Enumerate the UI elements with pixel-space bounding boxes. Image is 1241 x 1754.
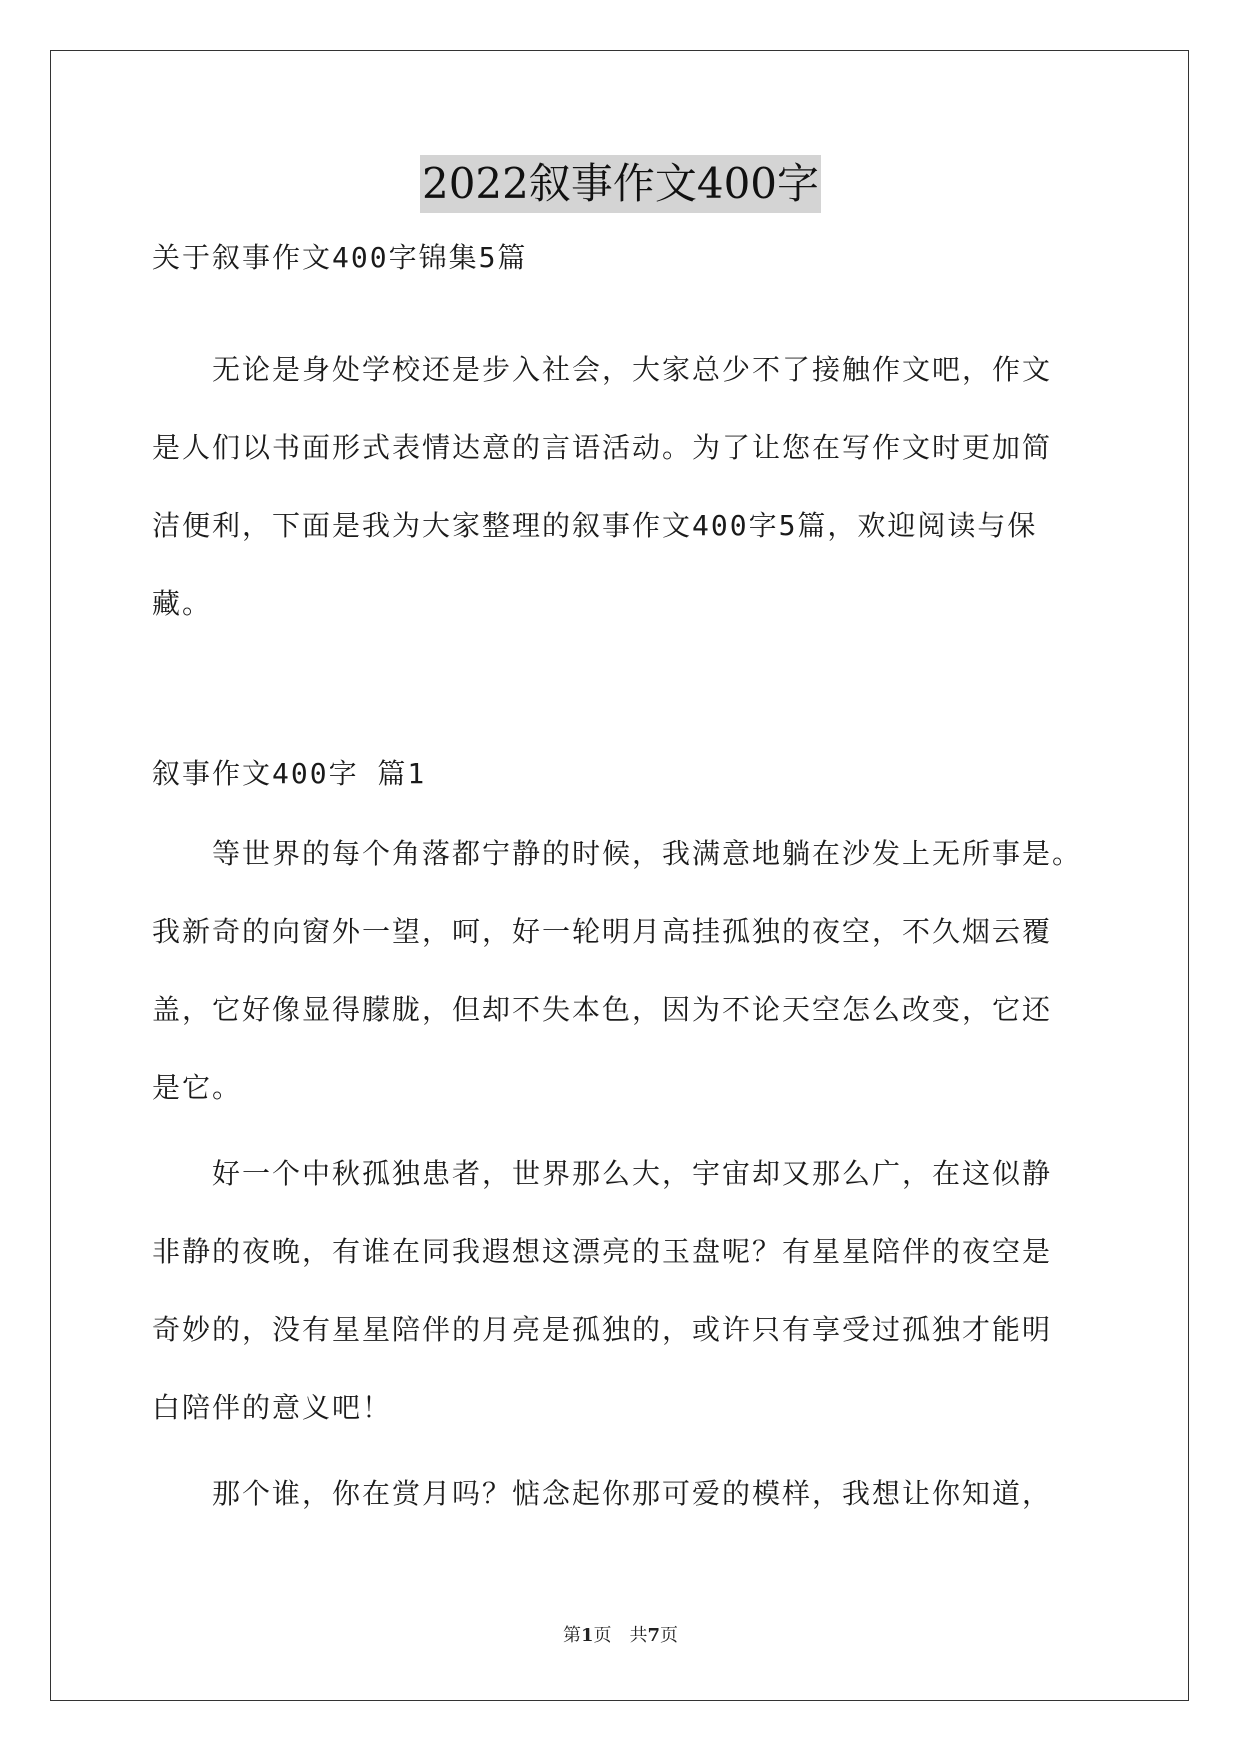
paragraph-line: 盖，它好像显得朦胧，但却不失本色，因为不论天空怎么改变，它还 bbox=[152, 993, 1053, 1026]
footer-page-total: 7 bbox=[647, 1625, 661, 1646]
footer-page-mid: 页 共 bbox=[593, 1625, 648, 1646]
intro-heading: 关于叙事作文400字锦集5篇 bbox=[152, 241, 528, 274]
footer-page-current: 1 bbox=[580, 1625, 594, 1646]
paragraph-line: 白陪伴的意义吧！ bbox=[152, 1391, 393, 1424]
paragraph-line: 藏。 bbox=[152, 587, 213, 620]
section-heading: 叙事作文400字 篇1 bbox=[152, 757, 427, 790]
footer-page-prefix: 第 bbox=[562, 1625, 581, 1646]
paragraph-line: 是人们以书面形式表情达意的言语活动。为了让您在写作文时更加简 bbox=[152, 431, 1053, 464]
paragraph-line: 那个谁，你在赏月吗？惦念起你那可爱的模样，我想让你知道， bbox=[152, 1477, 1053, 1510]
paragraph-line: 等世界的每个角落都宁静的时候，我满意地躺在沙发上无所事是。 bbox=[152, 837, 1083, 870]
paragraph-line: 非静的夜晚，有谁在同我遐想这漂亮的玉盘呢？有星星陪伴的夜空是 bbox=[152, 1235, 1053, 1268]
page-border bbox=[50, 50, 1189, 1701]
footer-page-suffix: 页 bbox=[660, 1625, 679, 1646]
paragraph-line: 奇妙的，没有星星陪伴的月亮是孤独的，或许只有享受过孤独才能明 bbox=[152, 1313, 1053, 1346]
document-title: 2022叙事作文400字 bbox=[420, 155, 821, 213]
title-container bbox=[0, 155, 1241, 213]
page-footer bbox=[0, 1624, 1241, 1648]
paragraph-line: 好一个中秋孤独患者，世界那么大，宇宙却又那么广，在这似静 bbox=[152, 1157, 1053, 1190]
paragraph-line: 无论是身处学校还是步入社会，大家总少不了接触作文吧，作文 bbox=[152, 353, 1053, 386]
paragraph-line: 我新奇的向窗外一望，呵，好一轮明月高挂孤独的夜空，不久烟云覆 bbox=[152, 915, 1053, 948]
paragraph-line: 洁便利，下面是我为大家整理的叙事作文400字5篇，欢迎阅读与保 bbox=[152, 509, 1038, 542]
paragraph-line: 是它。 bbox=[152, 1071, 243, 1104]
